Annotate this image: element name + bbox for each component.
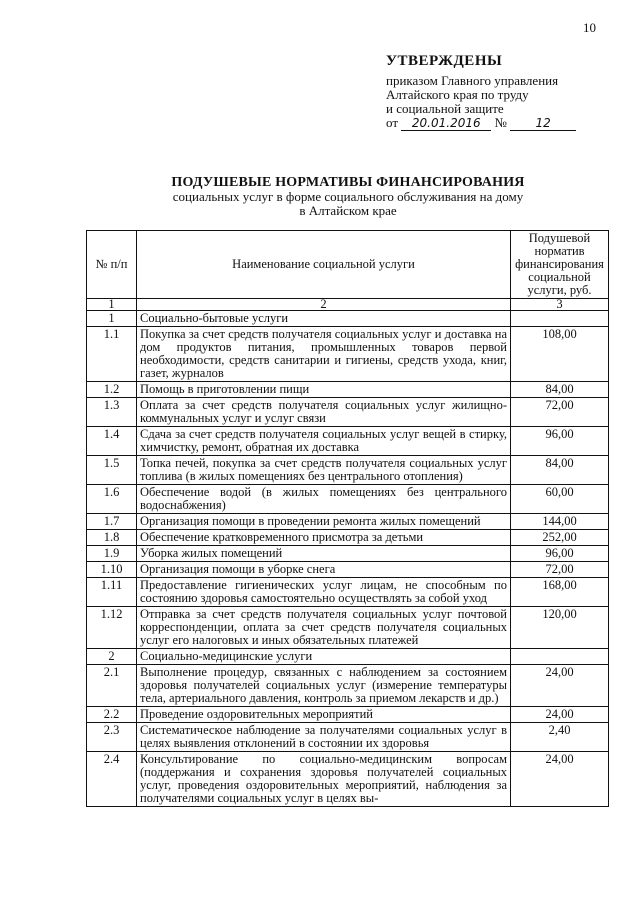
table-row — [87, 311, 609, 327]
service-name: Консультирование по социально-медицинским вопросам (поддержания и сохранения здоровья получателей социальных услуг, проведения оздоровительных мероприятий, наблюдения за получателями социальных услуг в целях вы- — [137, 752, 511, 807]
service-name: Социально-медицинские услуги — [137, 649, 511, 665]
table-body — [87, 311, 609, 807]
service-name: Социально-бытовые услуги — [137, 311, 511, 327]
service-price: 96,00 — [511, 427, 609, 456]
column-number: 3 — [511, 299, 609, 311]
service-price — [511, 311, 609, 327]
approval-line: приказом Главного управления — [386, 73, 559, 88]
table-row — [87, 514, 609, 530]
service-name: Систематическое наблюдение за получателями социальных услуг в целях выявления отклонений в состоянии их здоровья — [137, 723, 511, 752]
service-price: 24,00 — [511, 752, 609, 807]
service-name: Обеспечение кратковременного присмотра за детьми — [137, 530, 511, 546]
service-name: Обеспечение водой (в жилых помещениях без центрального водоснабжения) — [137, 485, 511, 514]
service-price: 72,00 — [511, 562, 609, 578]
row-number: 1 — [87, 311, 137, 327]
handwritten-number: 12 — [510, 116, 576, 131]
service-price: 168,00 — [511, 578, 609, 607]
service-name: Отправка за счет средств получателя социальных услуг почтовой корреспонденции, оплата за счет средств получателя социальных услуг его налоговых и иных обязательных платежей — [137, 607, 511, 649]
row-number: 2.1 — [87, 665, 137, 707]
row-number: 1.11 — [87, 578, 137, 607]
service-price: 108,00 — [511, 327, 609, 382]
row-number: 1.3 — [87, 398, 137, 427]
row-number: 1.4 — [87, 427, 137, 456]
service-name: Топка печей, покупка за счет средств получателя социальных услуг топлива (в жилых помещениях без центрального отопления) — [137, 456, 511, 485]
title-line-3: в Алтайском крае — [299, 203, 397, 218]
service-price: 84,00 — [511, 456, 609, 485]
services-table — [86, 230, 609, 807]
service-price: 24,00 — [511, 665, 609, 707]
column-number-row — [87, 299, 609, 311]
table-row — [87, 398, 609, 427]
service-price: 60,00 — [511, 485, 609, 514]
column-number: 2 — [137, 299, 511, 311]
row-number: 1.9 — [87, 546, 137, 562]
service-name: Выполнение процедур, связанных с наблюдением за состоянием здоровья получателей социальных услуг (измерение температуры тела, артериального давления, контроль за приемом лекарств и др.) — [137, 665, 511, 707]
table-row — [87, 382, 609, 398]
approval-line: Алтайского края по труду — [386, 87, 529, 102]
service-name: Сдача за счет средств получателя социальных услуг вещей в стирку, химчистку, ремонт, обратная их доставка — [137, 427, 511, 456]
table-row — [87, 562, 609, 578]
table-header-row — [87, 231, 609, 299]
service-name: Организация помощи в уборке снега — [137, 562, 511, 578]
row-number: 1.1 — [87, 327, 137, 382]
service-price: 24,00 — [511, 707, 609, 723]
service-price: 96,00 — [511, 546, 609, 562]
page-number: 10 — [583, 20, 596, 35]
table-row — [87, 327, 609, 382]
service-price: 120,00 — [511, 607, 609, 649]
service-name: Оплата за счет средств получателя социальных услуг жилищно-коммунальных услуг и услуг связи — [137, 398, 511, 427]
table-row — [87, 723, 609, 752]
service-name: Помощь в приготовлении пищи — [137, 382, 511, 398]
table-row — [87, 530, 609, 546]
table-row — [87, 578, 609, 607]
row-number: 1.12 — [87, 607, 137, 649]
row-number: 2 — [87, 649, 137, 665]
row-number: 1.7 — [87, 514, 137, 530]
column-number: 1 — [87, 299, 137, 311]
service-price: 2,40 — [511, 723, 609, 752]
service-name: Уборка жилых помещений — [137, 546, 511, 562]
title-line-2: социальных услуг в форме социального обслуживания на дому — [172, 189, 524, 204]
approval-date-line — [386, 116, 576, 131]
row-number: 1.5 — [87, 456, 137, 485]
title-line-1: ПОДУШЕВЫЕ НОРМАТИВЫ ФИНАНСИРОВАНИЯ — [171, 175, 525, 190]
table-row — [87, 456, 609, 485]
table-row — [87, 665, 609, 707]
service-price — [511, 649, 609, 665]
service-price: 252,00 — [511, 530, 609, 546]
service-name: Предоставление гигиенических услуг лицам, не способным по состоянию здоровья самостоятельно осуществлять за собой уход — [137, 578, 511, 607]
table-row — [87, 649, 609, 665]
approval-block — [386, 54, 576, 131]
approval-line: и социальной защите — [386, 101, 504, 116]
service-name: Проведение оздоровительных мероприятий — [137, 707, 511, 723]
service-price: 144,00 — [511, 514, 609, 530]
row-number: 1.8 — [87, 530, 137, 546]
table-row — [87, 752, 609, 807]
approval-heading: УТВЕРЖДЕНЫ — [386, 53, 503, 69]
row-number: 2.4 — [87, 752, 137, 807]
service-name: Покупка за счет средств получателя социальных услуг и доставка на дом продуктов питания, промышленных товаров первой необходимости, средств санитарии и гигиены, средств ухода, книг, газет, журналов — [137, 327, 511, 382]
row-number: 1.6 — [87, 485, 137, 514]
row-number: 2.3 — [87, 723, 137, 752]
row-number: 1.2 — [87, 382, 137, 398]
service-price: 84,00 — [511, 382, 609, 398]
document-title — [100, 176, 596, 218]
table-row — [87, 707, 609, 723]
table-row — [87, 546, 609, 562]
header-no: № п/п — [87, 231, 137, 299]
table-row — [87, 607, 609, 649]
header-name: Наименование социальной услуги — [137, 231, 511, 299]
table-row — [87, 427, 609, 456]
header-price: Подушевой норматив финансирования социальной услуги, руб. — [511, 231, 609, 299]
handwritten-date: 20.01.2016 — [401, 116, 491, 131]
row-number: 1.10 — [87, 562, 137, 578]
number-prefix: № — [494, 115, 507, 130]
service-name: Организация помощи в проведении ремонта жилых помещений — [137, 514, 511, 530]
service-price: 72,00 — [511, 398, 609, 427]
row-number: 2.2 — [87, 707, 137, 723]
table-row — [87, 485, 609, 514]
date-prefix: от — [386, 115, 399, 130]
